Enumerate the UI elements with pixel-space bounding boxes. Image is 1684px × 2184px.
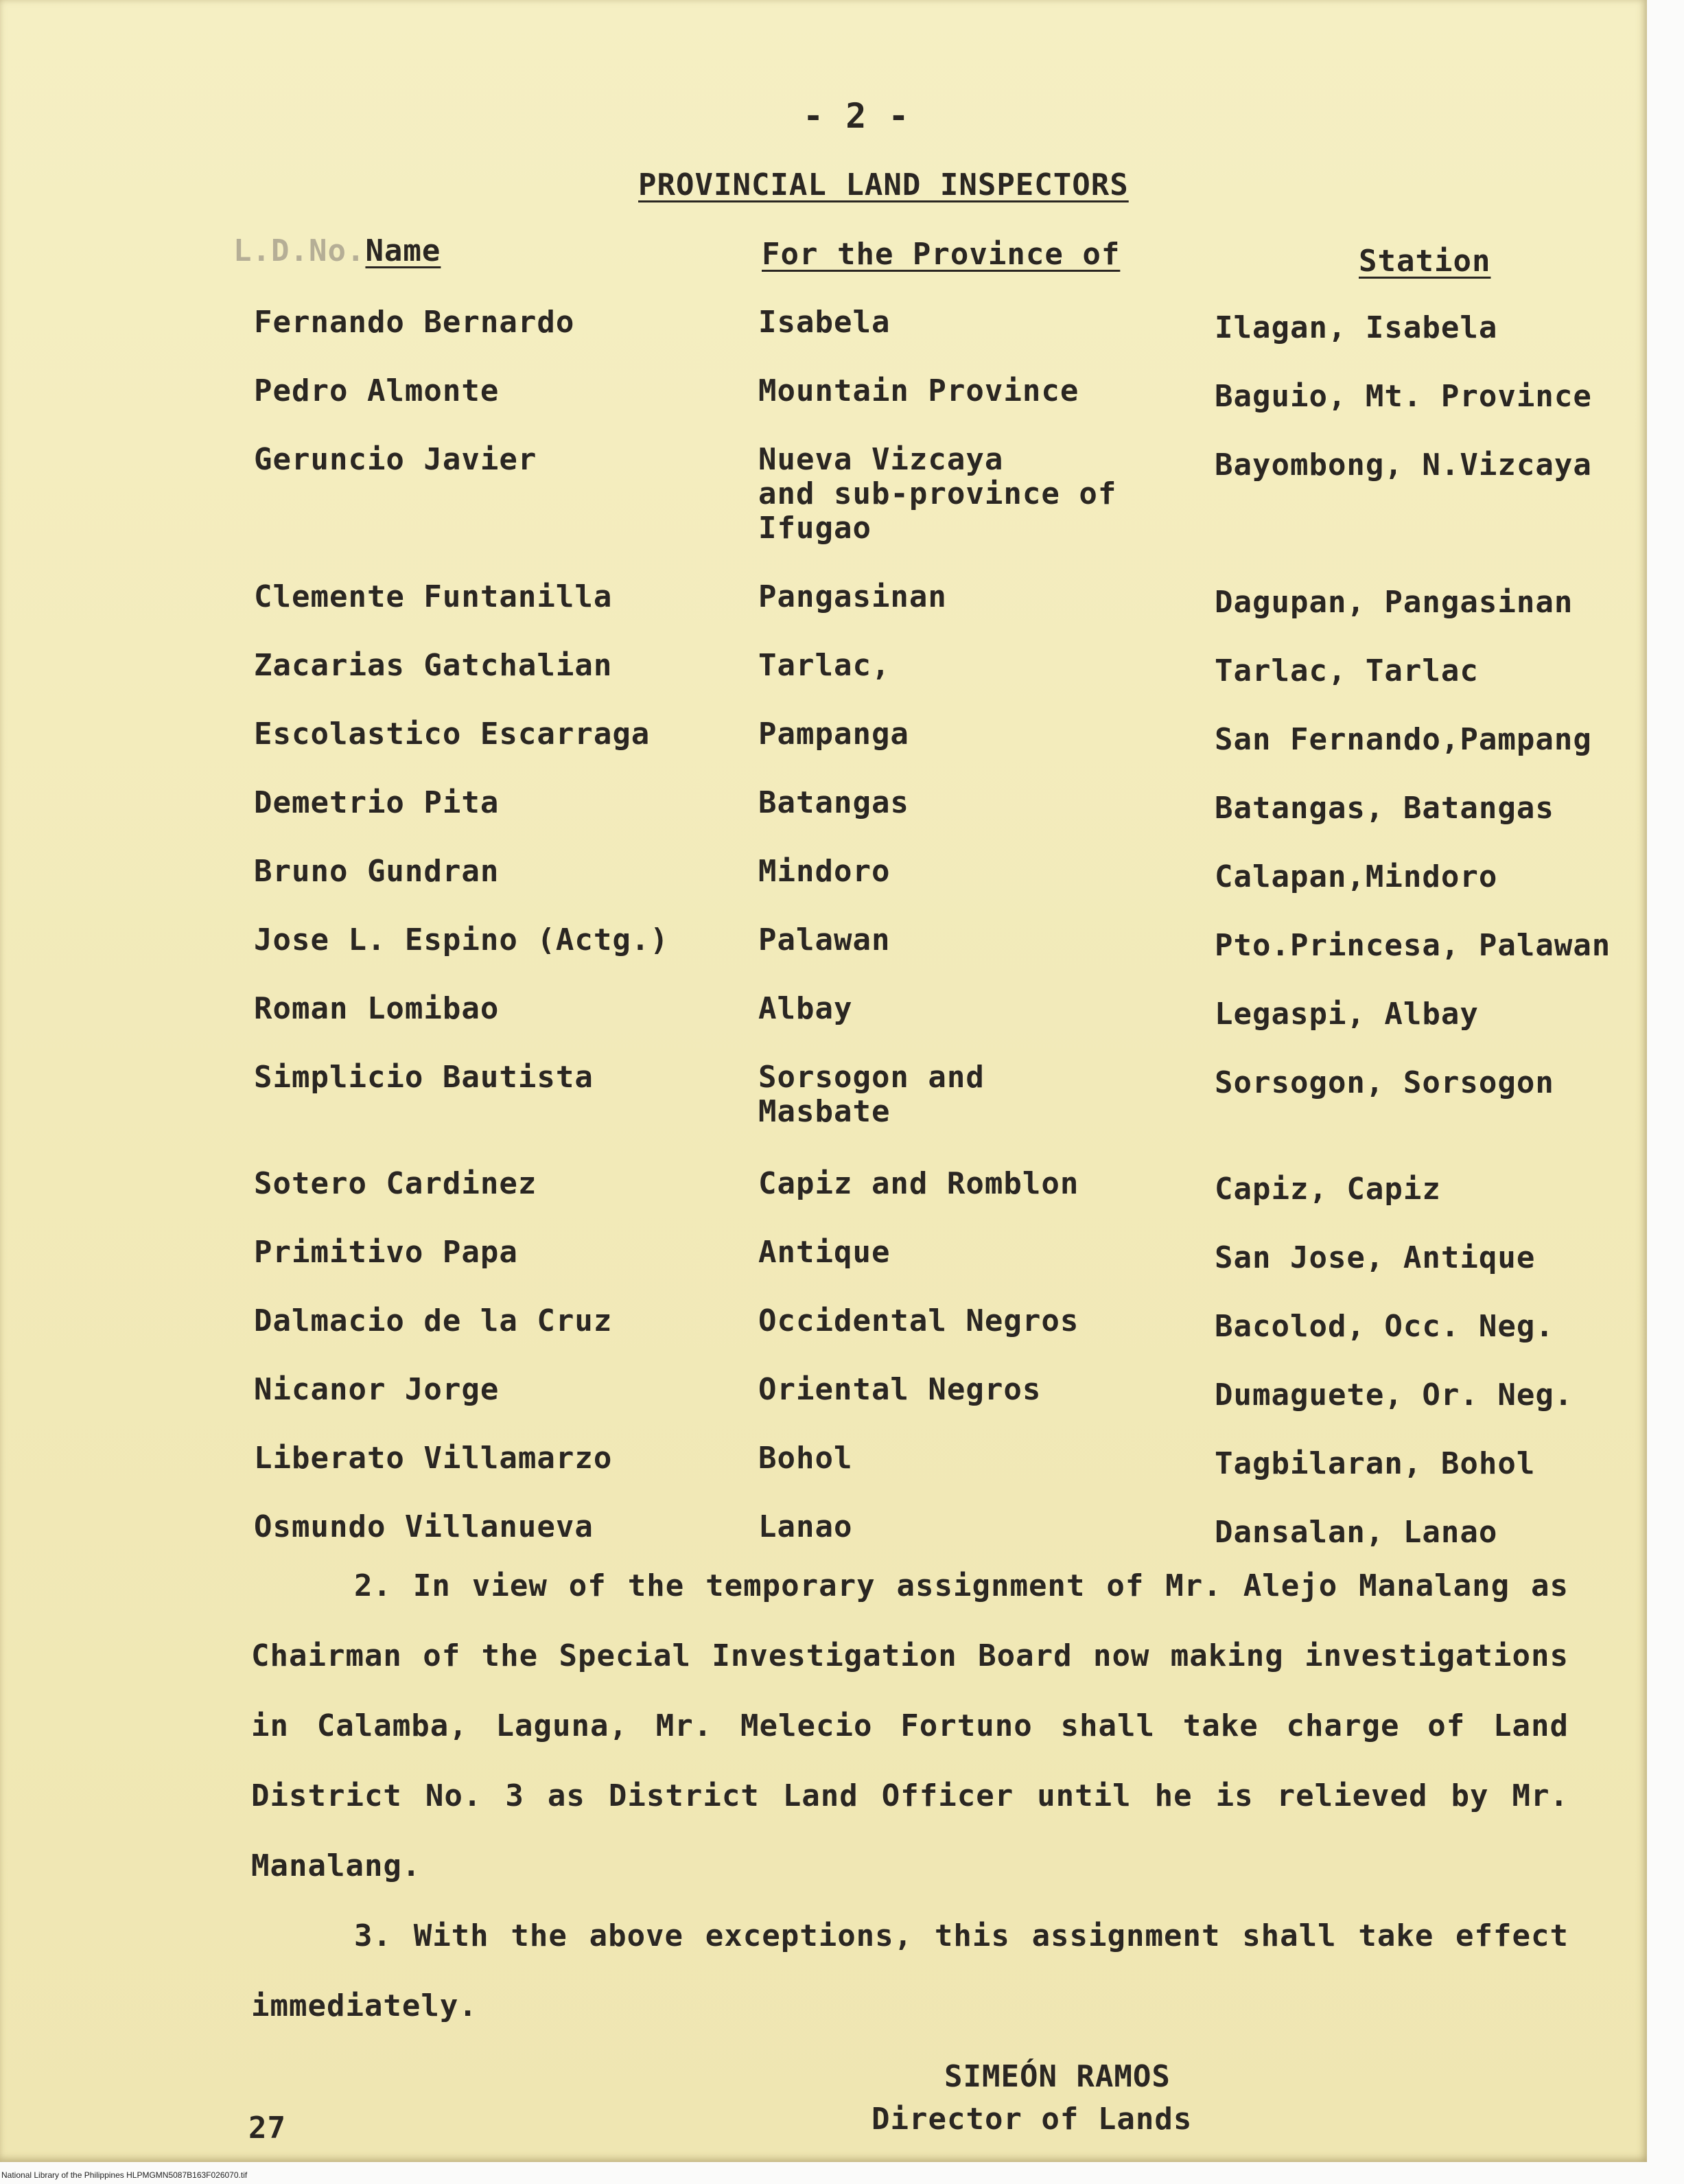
- column-header-station: Station: [1359, 244, 1491, 279]
- row-1-province: Isabela: [758, 305, 891, 340]
- row-16-name: Liberato Villamarzo: [254, 1441, 613, 1476]
- row-14-name: Dalmacio de la Cruz: [254, 1303, 613, 1338]
- row-4-province: Pangasinan: [758, 579, 947, 614]
- row-5-station: Tarlac, Tarlac: [1215, 653, 1479, 688]
- scan-border-right: [1647, 0, 1684, 2184]
- column-header-name-label: Name: [365, 233, 441, 268]
- paragraph-3: 3. With the above exceptions, this assignment shall take effect immediately.: [251, 1918, 1569, 2023]
- scan-border-bottom: [0, 2162, 1684, 2184]
- row-14-station: Bacolod, Occ. Neg.: [1215, 1309, 1554, 1344]
- row-17-province: Lanao: [758, 1509, 853, 1544]
- row-16-station: Tagbilaran, Bohol: [1215, 1446, 1536, 1481]
- row-7-province: Batangas: [758, 785, 909, 820]
- row-12-province: Capiz and Romblon: [758, 1166, 1079, 1201]
- row-11-province: Sorsogon and Masbate: [758, 1060, 985, 1129]
- row-8-station: Calapan,Mindoro: [1215, 859, 1498, 894]
- row-2-name: Pedro Almonte: [254, 373, 500, 408]
- page-number: - 2 -: [803, 96, 910, 136]
- row-17-name: Osmundo Villanueva: [254, 1509, 594, 1544]
- row-2-station: Baguio, Mt. Province: [1215, 379, 1592, 414]
- row-5-name: Zacarias Gatchalian: [254, 648, 613, 683]
- row-3-province: Nueva Vizcaya and sub-province of Ifugao: [758, 442, 1117, 546]
- row-12-name: Sotero Cardinez: [254, 1166, 537, 1201]
- row-4-name: Clemente Funtanilla: [254, 579, 613, 614]
- row-14-province: Occidental Negros: [758, 1303, 1079, 1338]
- column-header-name: [233, 233, 441, 268]
- row-6-province: Pampanga: [758, 717, 909, 752]
- row-1-name: Fernando Bernardo: [254, 305, 575, 340]
- row-17-station: Dansalan, Lanao: [1215, 1515, 1498, 1550]
- row-9-station: Pto.Princesa, Palawan: [1215, 928, 1611, 963]
- row-13-name: Primitivo Papa: [254, 1235, 518, 1270]
- row-7-station: Batangas, Batangas: [1215, 791, 1554, 826]
- row-9-province: Palawan: [758, 922, 891, 957]
- row-15-station: Dumaguete, Or. Neg.: [1215, 1378, 1574, 1413]
- signature-name: SIMEÓN RAMOS: [944, 2059, 1171, 2094]
- row-8-name: Bruno Gundran: [254, 854, 500, 889]
- row-13-station: San Jose, Antique: [1215, 1240, 1536, 1275]
- row-6-station: San Fernando,Pampang: [1215, 722, 1592, 757]
- row-12-station: Capiz, Capiz: [1215, 1172, 1441, 1207]
- page-heading: PROVINCIAL LAND INSPECTORS: [638, 167, 1129, 202]
- row-10-station: Legaspi, Albay: [1215, 997, 1479, 1032]
- row-6-name: Escolastico Escarraga: [254, 717, 651, 752]
- paragraph-2: 2. In view of the temporary assignment of Mr. Alejo Manalang as Chairman of the Special Investigation Board now making investigations in Calamba, Laguna, Mr. Melecio Fortuno shall take charge of Land District No. 3 as District Land Officer until he is relieved by Mr. Manalang.: [251, 1568, 1569, 1883]
- row-11-station: Sorsogon, Sorsogon: [1215, 1065, 1554, 1100]
- column-header-province: For the Province of: [762, 237, 1121, 272]
- row-10-province: Albay: [758, 991, 853, 1026]
- row-11-name: Simplicio Bautista: [254, 1060, 594, 1095]
- row-10-name: Roman Lomibao: [254, 991, 500, 1026]
- row-7-name: Demetrio Pita: [254, 785, 500, 820]
- row-9-name: Jose L. Espino (Actg.): [254, 922, 669, 957]
- column-header-prefix: L.D.No.: [233, 233, 366, 268]
- row-13-province: Antique: [758, 1235, 891, 1270]
- row-1-station: Ilagan, Isabela: [1215, 310, 1498, 345]
- row-2-province: Mountain Province: [758, 373, 1079, 408]
- row-3-station: Bayombong, N.Vizcaya: [1215, 448, 1592, 483]
- row-15-province: Oriental Negros: [758, 1372, 1042, 1407]
- row-4-station: Dagupan, Pangasinan: [1215, 585, 1574, 620]
- signature-title: Director of Lands: [872, 2102, 1193, 2137]
- archive-footer: National Library of the Philippines HLPMGMN5087B163F026070.tif: [1, 2170, 248, 2180]
- row-3-name: Geruncio Javier: [254, 442, 537, 477]
- row-8-province: Mindoro: [758, 854, 891, 889]
- margin-number: 27: [248, 2111, 286, 2146]
- row-15-name: Nicanor Jorge: [254, 1372, 500, 1407]
- row-16-province: Bohol: [758, 1441, 853, 1476]
- row-5-province: Tarlac,: [758, 648, 891, 683]
